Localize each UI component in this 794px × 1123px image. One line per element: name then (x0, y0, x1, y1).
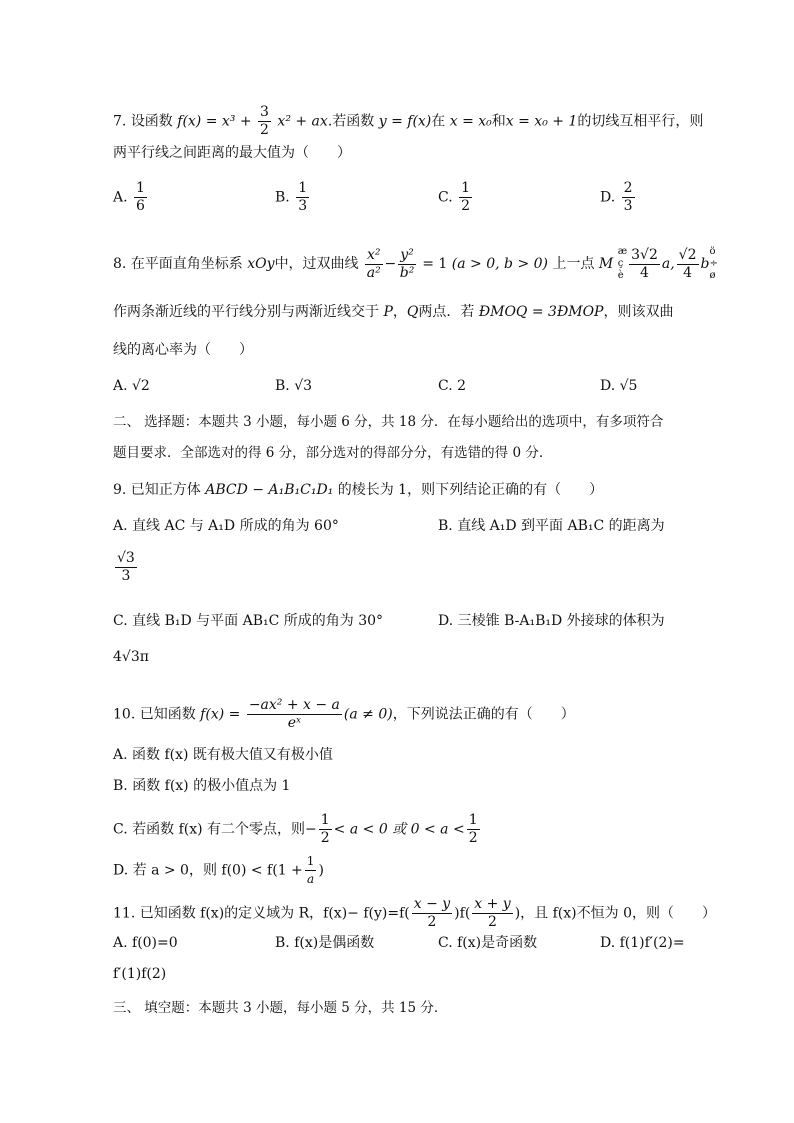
option-value: √2 (132, 378, 150, 394)
q10-stem (113, 697, 575, 732)
frac-num: 1 (461, 180, 471, 196)
frac-den: 3 (298, 198, 308, 214)
q9-option-d: D. 三棱锥 B-A₁B₁D 外接球的体积为 (438, 613, 665, 629)
frac-num: x + y (474, 896, 511, 912)
q11-frac2 (472, 896, 512, 931)
q11-mid: )f( (454, 905, 471, 922)
q8-line2b: 两点．若 (418, 304, 475, 320)
q8-paren-right (709, 246, 717, 282)
q10-d-a: D. 若 a > 0，则 f(0) < f(1 + (113, 862, 303, 879)
q7-mid2: 在 (431, 113, 446, 130)
frac-den: 4 (640, 264, 649, 281)
q9-option-c: C. 直线 B₁D 与平面 AB₁C 所成的角为 30° (113, 613, 384, 629)
q10-fx: f(x) = (200, 706, 241, 723)
q7-option-d (600, 180, 637, 215)
q8-mid: 中，过双曲线 (274, 256, 359, 272)
q9-option-b-value (113, 550, 139, 585)
frac-num: √2 (678, 246, 697, 263)
q9-cube: ABCD − A₁B₁C₁D₁ (205, 482, 334, 498)
q7-yfx: y = f(x) (378, 113, 432, 130)
option-fraction (296, 180, 309, 215)
option-value: 2 (457, 378, 467, 394)
q8-coord-x-tail: a, (661, 256, 675, 272)
q7-option-b (275, 180, 311, 215)
q7-stem (113, 104, 703, 139)
frac-den: 2 (461, 198, 471, 214)
q8-angle: ÐMOQ = 3ÐMOP (478, 304, 604, 320)
frac-den: 3 (121, 568, 131, 584)
q11-stem (113, 896, 716, 931)
paren-e: ÷ (709, 258, 718, 269)
q11-stem-a: 11. 已知函数 f(x)的定义域为 R，f(x)− f(y)=f( (113, 905, 410, 922)
paren-b: ç (617, 258, 624, 269)
q8-xoy: xOy (247, 256, 275, 272)
option-fraction (115, 550, 137, 585)
frac-num: √3 (117, 550, 135, 566)
frac-den: eˣ (287, 715, 301, 731)
q7-frac-den: 2 (260, 122, 269, 138)
frac-num: 1 (136, 180, 145, 196)
frac-num: x² (367, 246, 381, 263)
paren-a: æ (617, 246, 628, 257)
q7-option-a (113, 180, 149, 215)
frac-num: y² (400, 246, 414, 263)
frac-num: 3√2 (631, 246, 658, 263)
q7-line2: 两平行线之间距离的最大值为（ ） (113, 145, 351, 161)
q8-paren-left (618, 246, 627, 282)
q8-hyper-x (365, 247, 383, 282)
q8-minus: − (384, 256, 397, 272)
frac-num: 1 (320, 812, 330, 828)
q8-line2c: ，则该双曲 (603, 304, 674, 320)
option-label: C. (438, 378, 453, 394)
q8-line2a: 作两条渐近线的平行线分别与两渐近线交于 (113, 304, 379, 320)
option-label: B. (275, 189, 290, 206)
q8-eq: = 1 (422, 256, 448, 272)
q7-option-c (438, 180, 474, 215)
frac-den: 3 (623, 198, 633, 214)
q8-coord-y (677, 247, 699, 282)
q10-option-b: B. 函数 f(x) 的极小值点为 1 (113, 778, 291, 794)
q7-tail: 的切线互相平行，则 (577, 113, 704, 130)
q9-option-b: B. 直线 A₁D 到平面 AB₁C 的距离为 (438, 518, 665, 534)
q9-option-a: A. 直线 AC 与 A₁D 所成的角为 60° (113, 518, 339, 534)
q8-point-text: 上一点 (552, 256, 595, 272)
q8-option-b (275, 376, 312, 396)
q7-mid1: .若函数 (327, 113, 375, 130)
q9-stem (113, 480, 603, 500)
option-label: C. (438, 189, 453, 206)
frac-den: a (307, 872, 315, 886)
section2-line2: 题目要求．全部选对的得 6 分，部分选对的得部分分，有选错的得 0 分． (113, 445, 553, 461)
q11-frac1 (412, 896, 452, 931)
q8-option-d (600, 376, 637, 396)
paren-f: ø (709, 270, 716, 281)
q10-option-c (113, 812, 482, 847)
option-label: A. (113, 189, 128, 206)
option-fraction (459, 180, 472, 215)
frac-num: x − y (413, 896, 451, 912)
q11-stem-b: )，且 f(x)不恒为 0，则（ ） (514, 905, 716, 922)
q8-line3: 线的离心率为（ ） (113, 342, 253, 358)
q8-prefix: 在平面直角坐标系 (130, 256, 243, 272)
q7-frac-num: 3 (260, 104, 269, 120)
option-value: √5 (619, 378, 638, 394)
q8-hyper-y (398, 247, 416, 282)
frac-den: 4 (683, 264, 693, 281)
option-fraction (622, 180, 635, 215)
frac-num: 1 (468, 812, 478, 828)
q10-option-d (113, 853, 324, 888)
frac-den: 2 (427, 914, 437, 930)
q8-coord-y-tail: b (700, 256, 710, 272)
q11-option-a: A. f(0)=0 (113, 935, 178, 951)
frac-den: 2 (468, 830, 478, 846)
option-fraction (319, 812, 332, 847)
q8-option-c (438, 376, 466, 396)
frac-num: 1 (298, 180, 308, 196)
q9-stem-a: 9. 已知正方体 (113, 482, 201, 498)
option-fraction (467, 812, 480, 847)
q7-prefix: 设函数 (130, 113, 173, 130)
frac-num: 1 (305, 853, 317, 871)
q8-q: Q (406, 304, 419, 320)
q11-option-b: B. f(x)是偶函数 (275, 935, 375, 951)
q11-option-c: C. f(x)是奇函数 (438, 935, 538, 951)
q8-stem (113, 246, 718, 282)
option-label: A. (113, 378, 128, 394)
q10-cond: (a ≠ 0) (343, 706, 393, 723)
q10-option-a: A. 函数 f(x) 既有极大值又有极小值 (113, 747, 333, 763)
q7-x0: x = x₀ (449, 113, 492, 130)
q8-point-m: M (598, 256, 614, 272)
option-fraction (305, 853, 317, 888)
option-label: D. (600, 189, 616, 206)
q7-function-tail: x² + ax (277, 113, 328, 130)
q8-sep: ， (392, 304, 407, 320)
option-fraction (134, 180, 147, 215)
q9-stem-b: 的棱长为 1，则下列结论正确的有（ ） (337, 482, 604, 498)
frac-den: 6 (136, 198, 145, 214)
q10-c-c: < a < 0 或 0 < a < (333, 821, 465, 838)
frac-den: a² (366, 264, 381, 281)
option-label: B. (275, 378, 290, 394)
frac-den: b² (399, 264, 415, 281)
paren-c: è (617, 270, 624, 281)
q11-option-d-cont: f′(1)f(2) (113, 966, 167, 982)
q7-number: 7. (113, 113, 127, 130)
q8-line2 (113, 302, 673, 322)
paren-d: ö (709, 246, 716, 257)
q9-option-d-value: 4√3π (113, 649, 149, 665)
q8-number: 8. (113, 256, 127, 272)
option-label: D. (600, 378, 616, 394)
q8-p: P (383, 304, 393, 320)
frac-num: −ax² + x − a (248, 697, 340, 713)
frac-den: 2 (488, 914, 497, 930)
q8-coord-x (629, 247, 660, 282)
q10-d-b: ) (318, 862, 324, 879)
q7-fraction (258, 104, 271, 139)
frac-den: 2 (320, 830, 330, 846)
q10-fraction (247, 697, 342, 732)
section3-line1: 三、 填空题：本题共 3 小题，每小题 5 分，共 15 分． (113, 1000, 448, 1016)
q10-stem-a: 10. 已知函数 (113, 706, 196, 723)
q10-c-a: C. 若函数 f(x) 有二个零点，则 (113, 821, 306, 838)
q10-stem-b: ，下列说法正确的有（ ） (392, 706, 575, 723)
q10-c-b: − (305, 821, 317, 838)
q11-option-d: D. f(1)f′(2)= (600, 935, 685, 951)
q7-x1: x = x₀ + 1 (505, 113, 578, 130)
q8-option-a (113, 376, 150, 396)
frac-num: 2 (623, 180, 633, 196)
section2-line1: 二、 选择题：本题共 3 小题，每小题 6 分，共 18 分．在每小题给出的选项中，有多项符合 (113, 414, 664, 430)
option-value: √3 (294, 378, 313, 394)
q7-function: f(x) = x³ + (177, 113, 252, 130)
q7-and: 和 (491, 113, 506, 130)
q8-cond: (a > 0, b > 0) (451, 256, 549, 272)
